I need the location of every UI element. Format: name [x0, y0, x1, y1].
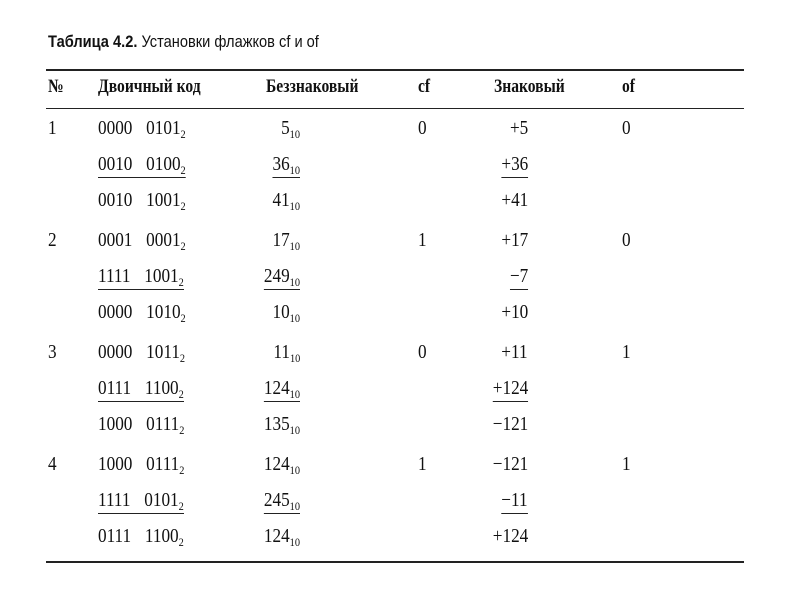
unsigned-number: 249: [263, 265, 290, 287]
unsigned-value: [273, 340, 300, 364]
binary-high-nibble: 1000: [98, 413, 133, 435]
binary-high-nibble: 0000: [98, 341, 133, 363]
of-flag-value: 1: [622, 341, 631, 363]
signed-number: −11: [501, 489, 528, 511]
signed-number: +11: [501, 341, 528, 363]
binary-code: [98, 264, 184, 290]
header-binary: Двоичный код: [98, 76, 201, 97]
binary-low-nibble: 0101: [144, 489, 179, 511]
binary-code: [98, 300, 186, 324]
signed-value: [492, 452, 528, 476]
binary-base: 2: [180, 311, 186, 325]
unsigned-value: [272, 188, 300, 212]
signed-number: +41: [501, 189, 528, 211]
unsigned-value: [264, 412, 300, 436]
binary-high-nibble: 0010: [98, 153, 133, 175]
decimal-base: 10: [289, 199, 300, 213]
binary-low-nibble: 1100: [144, 377, 179, 399]
unsigned-number: 36: [272, 153, 290, 175]
signed-value: [501, 300, 528, 324]
header-signed: Знаковый: [494, 76, 565, 97]
signed-value: [492, 376, 528, 402]
binary-low-nibble: 1011: [146, 341, 180, 363]
binary-base: 2: [180, 239, 186, 253]
decimal-base: 10: [289, 535, 300, 549]
binary-base: 2: [178, 275, 184, 289]
unsigned-value: [272, 152, 300, 178]
cf-flag-value: 0: [418, 117, 427, 139]
of-flag-value: 0: [622, 229, 631, 251]
signed-value: [510, 264, 528, 290]
binary-high-nibble: 1000: [98, 453, 133, 475]
unsigned-number: 41: [272, 189, 290, 211]
binary-base: 2: [178, 499, 184, 513]
header-num: №: [48, 76, 64, 97]
binary-low-nibble: 1001: [146, 189, 181, 211]
signed-value: [510, 116, 528, 140]
binary-high-nibble: 0111: [98, 525, 132, 547]
unsigned-value: [272, 300, 300, 324]
binary-code: [98, 376, 184, 402]
unsigned-number: 11: [273, 341, 290, 363]
binary-base: 2: [180, 163, 186, 177]
binary-base: 2: [179, 423, 185, 437]
signed-number: +124: [492, 377, 528, 399]
of-flag-value: 1: [622, 453, 631, 475]
binary-code: [98, 488, 184, 514]
signed-number: +124: [492, 525, 528, 547]
bottom-rule: [46, 561, 744, 563]
binary-high-nibble: 0000: [98, 117, 133, 139]
binary-code: [98, 340, 185, 364]
unsigned-value: [264, 524, 300, 548]
binary-code: [98, 116, 186, 140]
unsigned-number: 124: [263, 453, 290, 475]
unsigned-number: 124: [263, 377, 290, 399]
caption-label: Таблица 4.2.: [48, 32, 138, 51]
binary-code: [98, 228, 186, 252]
decimal-base: 10: [289, 311, 300, 325]
signed-value: [502, 488, 528, 514]
unsigned-value: [264, 264, 300, 290]
signed-value: [502, 340, 528, 364]
unsigned-value: [272, 228, 300, 252]
binary-code: [98, 152, 186, 178]
decimal-base: 10: [289, 127, 300, 141]
binary-high-nibble: 0111: [98, 377, 132, 399]
row-number: 1: [48, 117, 57, 139]
cf-flag-value: 0: [418, 341, 427, 363]
of-flag-value: 0: [622, 117, 631, 139]
binary-low-nibble: 1001: [144, 265, 179, 287]
header-cf: cf: [418, 76, 431, 97]
signed-number: +5: [509, 117, 528, 139]
header-rule: [46, 108, 744, 109]
binary-low-nibble: 0111: [146, 453, 180, 475]
binary-code: [98, 412, 184, 436]
unsigned-value: [264, 488, 300, 514]
signed-value: [492, 412, 528, 436]
binary-low-nibble: 0001: [146, 229, 181, 251]
header-of: of: [622, 76, 635, 97]
binary-low-nibble: 1100: [144, 525, 179, 547]
binary-code: [98, 188, 186, 212]
signed-value: [492, 524, 528, 548]
header-unsigned: Беззнаковый: [266, 76, 359, 97]
binary-high-nibble: 0000: [98, 301, 133, 323]
binary-high-nibble: 1111: [98, 265, 131, 287]
decimal-base: 10: [289, 387, 300, 401]
top-rule: [46, 69, 744, 71]
binary-base: 2: [179, 463, 185, 477]
unsigned-value: [264, 376, 300, 402]
decimal-base: 10: [289, 423, 300, 437]
binary-low-nibble: 1010: [146, 301, 181, 323]
binary-high-nibble: 0010: [98, 189, 133, 211]
decimal-base: 10: [289, 239, 300, 253]
unsigned-number: 17: [272, 229, 290, 251]
decimal-base: 10: [289, 463, 300, 477]
binary-base: 2: [178, 535, 184, 549]
row-number: 4: [48, 453, 57, 475]
binary-high-nibble: 1111: [98, 489, 131, 511]
signed-number: +17: [501, 229, 528, 251]
signed-number: −7: [509, 265, 528, 287]
decimal-base: 10: [289, 351, 300, 365]
binary-base: 2: [178, 387, 184, 401]
signed-value: [501, 228, 528, 252]
table-caption: [48, 32, 319, 52]
unsigned-number: 245: [263, 489, 290, 511]
binary-base: 2: [180, 127, 186, 141]
binary-low-nibble: 0111: [146, 413, 180, 435]
unsigned-number: 10: [272, 301, 290, 323]
unsigned-number: 5: [281, 117, 290, 139]
cf-flag-value: 1: [418, 229, 427, 251]
binary-base: 2: [180, 199, 186, 213]
signed-value: [501, 152, 528, 178]
signed-number: +10: [501, 301, 528, 323]
binary-base: 2: [179, 351, 186, 365]
decimal-base: 10: [289, 499, 300, 513]
signed-value: [501, 188, 528, 212]
unsigned-number: 124: [263, 525, 290, 547]
binary-low-nibble: 0100: [146, 153, 181, 175]
decimal-base: 10: [289, 163, 300, 177]
row-number: 2: [48, 229, 57, 251]
signed-number: −121: [492, 453, 528, 475]
signed-number: −121: [492, 413, 528, 435]
unsigned-number: 135: [263, 413, 290, 435]
unsigned-value: [281, 116, 300, 140]
decimal-base: 10: [289, 275, 300, 289]
signed-number: +36: [501, 153, 528, 175]
cf-flag-value: 1: [418, 453, 427, 475]
unsigned-value: [264, 452, 300, 476]
row-number: 3: [48, 341, 57, 363]
binary-low-nibble: 0101: [146, 117, 181, 139]
binary-high-nibble: 0001: [98, 229, 133, 251]
caption-text: Установки флажков cf и of: [141, 32, 319, 51]
binary-code: [98, 452, 184, 476]
binary-code: [98, 524, 184, 548]
